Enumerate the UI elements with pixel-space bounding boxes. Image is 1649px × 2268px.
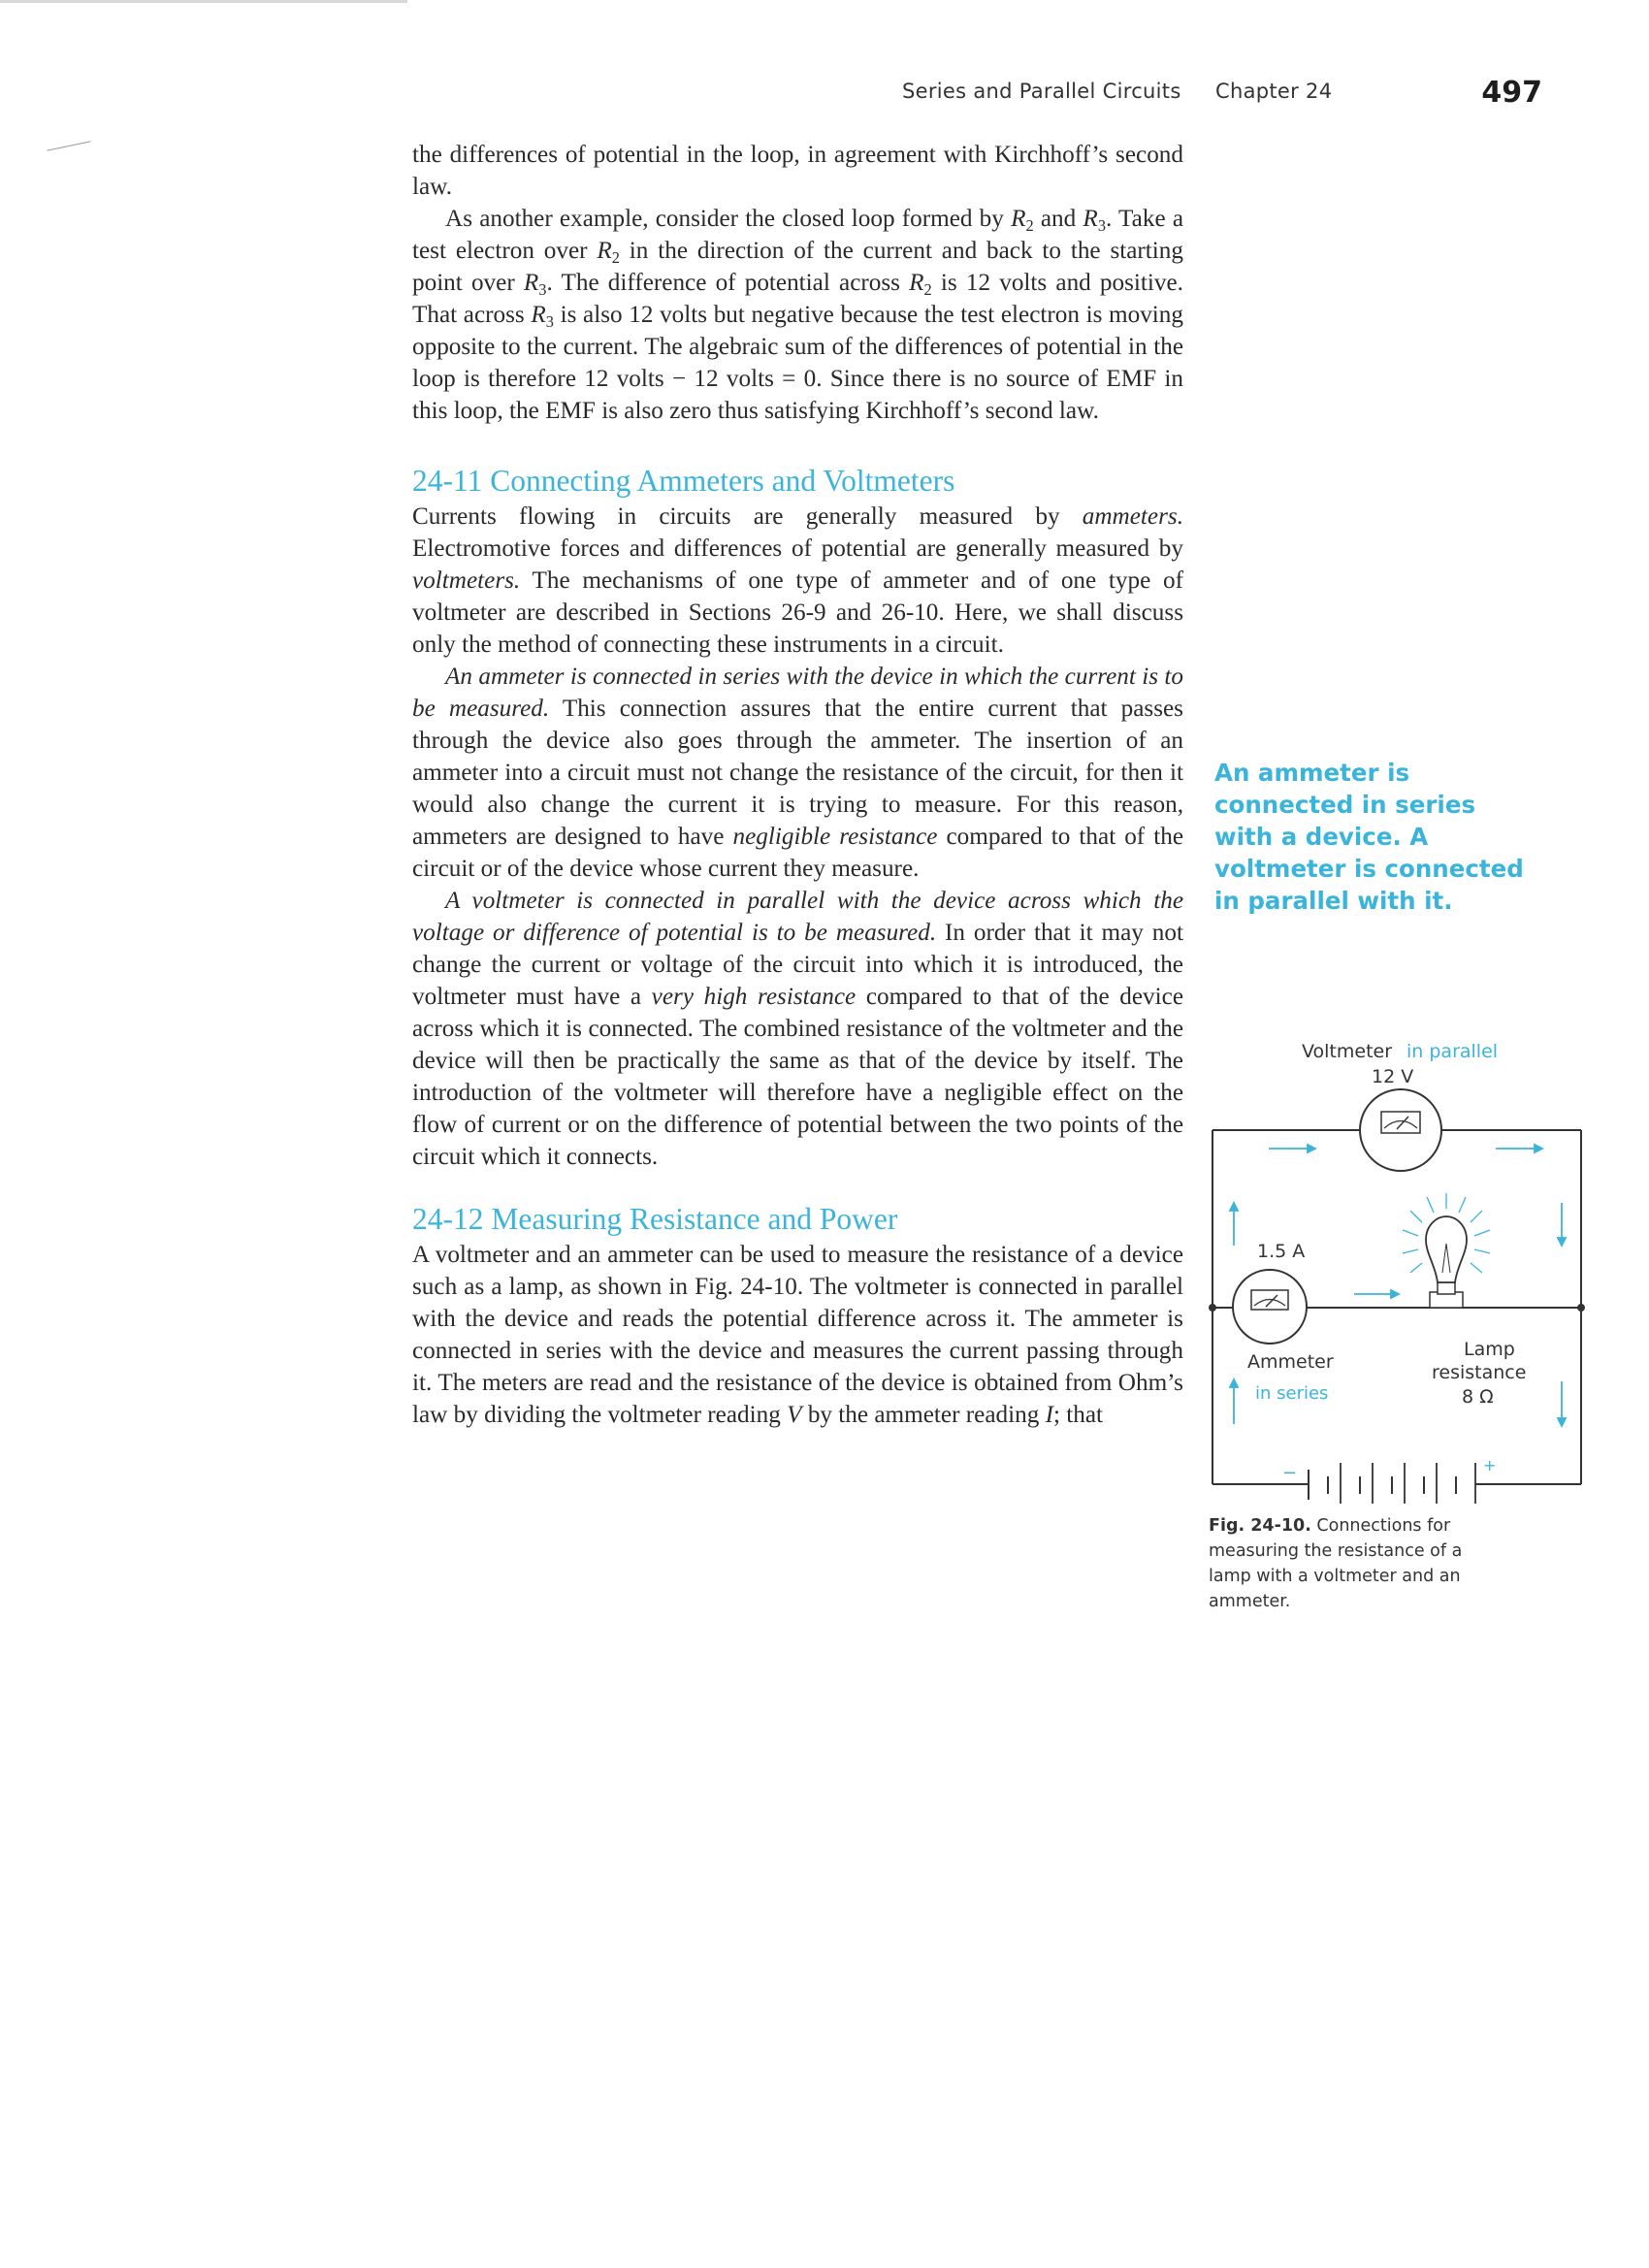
running-chapter: Chapter 24 <box>1215 80 1333 103</box>
junction-right <box>1577 1304 1585 1312</box>
margin-note: An ammeter is connected in series with a device. A voltmeter is connected in parallel with it. <box>1214 759 1524 915</box>
ammeter-symbol <box>1233 1270 1307 1344</box>
battery-minus-sign: − <box>1282 1463 1298 1483</box>
lamp-symbol <box>1403 1193 1490 1308</box>
voltmeter-reading: 12 V <box>1372 1066 1414 1087</box>
lamp-resistance-value: 8 Ω <box>1462 1386 1494 1408</box>
junction-left <box>1209 1304 1216 1312</box>
ammeter-label: Ammeter <box>1247 1351 1334 1373</box>
circuit-diagram <box>1207 1028 1595 1504</box>
scan-edge <box>0 0 407 3</box>
voltmeter-symbol <box>1360 1089 1441 1171</box>
paragraph-24-11-3: A voltmeter is connected in parallel with the device across which the voltage or difference of potential is to be measured. In order that it may not change the current or voltage of the circuit into which it is introduced, the voltmeter must have a very high resistance compared to that of the device across which it is connected. The combined resistance of the voltmeter and the device will then be practically the same as that of the device by itself. The introduction of the voltmeter will therefore have a negligible effect on the flow of current or on the difference of potential between the two points of the circuit which it connects. <box>412 888 1183 1170</box>
paragraph-24-11-1: Currents flowing in circuits are generally measured by ammeters. Electromotive forces and differences of potential are generally measured by voltmeters. The mechanisms of one type of ammeter and of one type of voltmeter are described in Sections 26-9 and 26-10. Here, we shall discuss only the method of connecting these instruments in a circuit. <box>412 503 1183 658</box>
ammeter-note: in series <box>1255 1383 1329 1404</box>
paragraph-24-11-2: An ammeter is connected in series with the device in which the current is to be measured. This connection assures that the entire current that passes through the device also goes through the ammeter. The insertion of an ammeter into a circuit must not change the resistance of the circuit, for then it would also change the current it is trying to measure. For this reason, ammeters are designed to have negligible resistance compared to that of the circuit or of the device whose current they measure. <box>412 664 1183 882</box>
voltmeter-note: in parallel <box>1406 1041 1499 1062</box>
page-number: 497 <box>1481 76 1542 110</box>
paragraph-intro-1: the differences of potential in the loop, in agreement with Kirchhoff’s second law. <box>412 142 1183 200</box>
running-section-title: Series and Parallel Circuits <box>902 80 1181 103</box>
lamp-label: Lamp <box>1464 1339 1515 1360</box>
figure-caption-text: Connections for measuring the resistance of a lamp with a voltmeter and an ammeter. <box>1209 1516 1463 1611</box>
paragraph-24-12-1: A voltmeter and an ammeter can be used to measure the resistance of a device such as a lamp, as shown in Fig. 24-10. The voltmeter is connected in parallel with the device and reads the potential difference across it. The ammeter is connected in series with the device and measures the current passing through it. The meters are read and the resistance of the device is obtained from Ohm’s law by dividing the voltmeter reading V by the ammeter reading I; that <box>412 1242 1183 1428</box>
ammeter-reading: 1.5 A <box>1257 1241 1306 1262</box>
lamp-resistance-label: resistance <box>1432 1362 1527 1383</box>
voltmeter-label: Voltmeter <box>1302 1041 1393 1062</box>
battery-plus-sign: + <box>1483 1456 1497 1474</box>
main-text-column <box>412 139 1183 1431</box>
paragraph-intro-2: As another example, consider the closed loop formed by $R_2$ and $R_3$. Take a test electron over $R_2$ in the direction of the current and back to the starting point over $R_3$. The difference of potential across $R_2$ is 12 volts and positive. That across $R_3$ is also 12 volts but negative because the test electron is moving opposite to the current. The algebraic sum of the differences of potential in the loop is therefore 12 volts − 12 volts = 0. Since there is no source of EMF in this loop, the EMF is also zero thus satisfying Kirchhoff’s second law. <box>412 206 1183 424</box>
margin-mark <box>47 141 90 151</box>
figure-caption-label: Fig. 24-10. <box>1209 1516 1311 1536</box>
figure-caption <box>1209 1513 1500 1614</box>
running-header <box>902 76 1542 114</box>
circuit-figure <box>1207 1028 1595 1504</box>
battery-symbol <box>1309 1463 1475 1504</box>
section-heading-24-11: 24-11 Connecting Ammeters and Voltmeters <box>412 464 955 498</box>
section-heading-24-12: 24-12 Measuring Resistance and Power <box>412 1202 898 1236</box>
